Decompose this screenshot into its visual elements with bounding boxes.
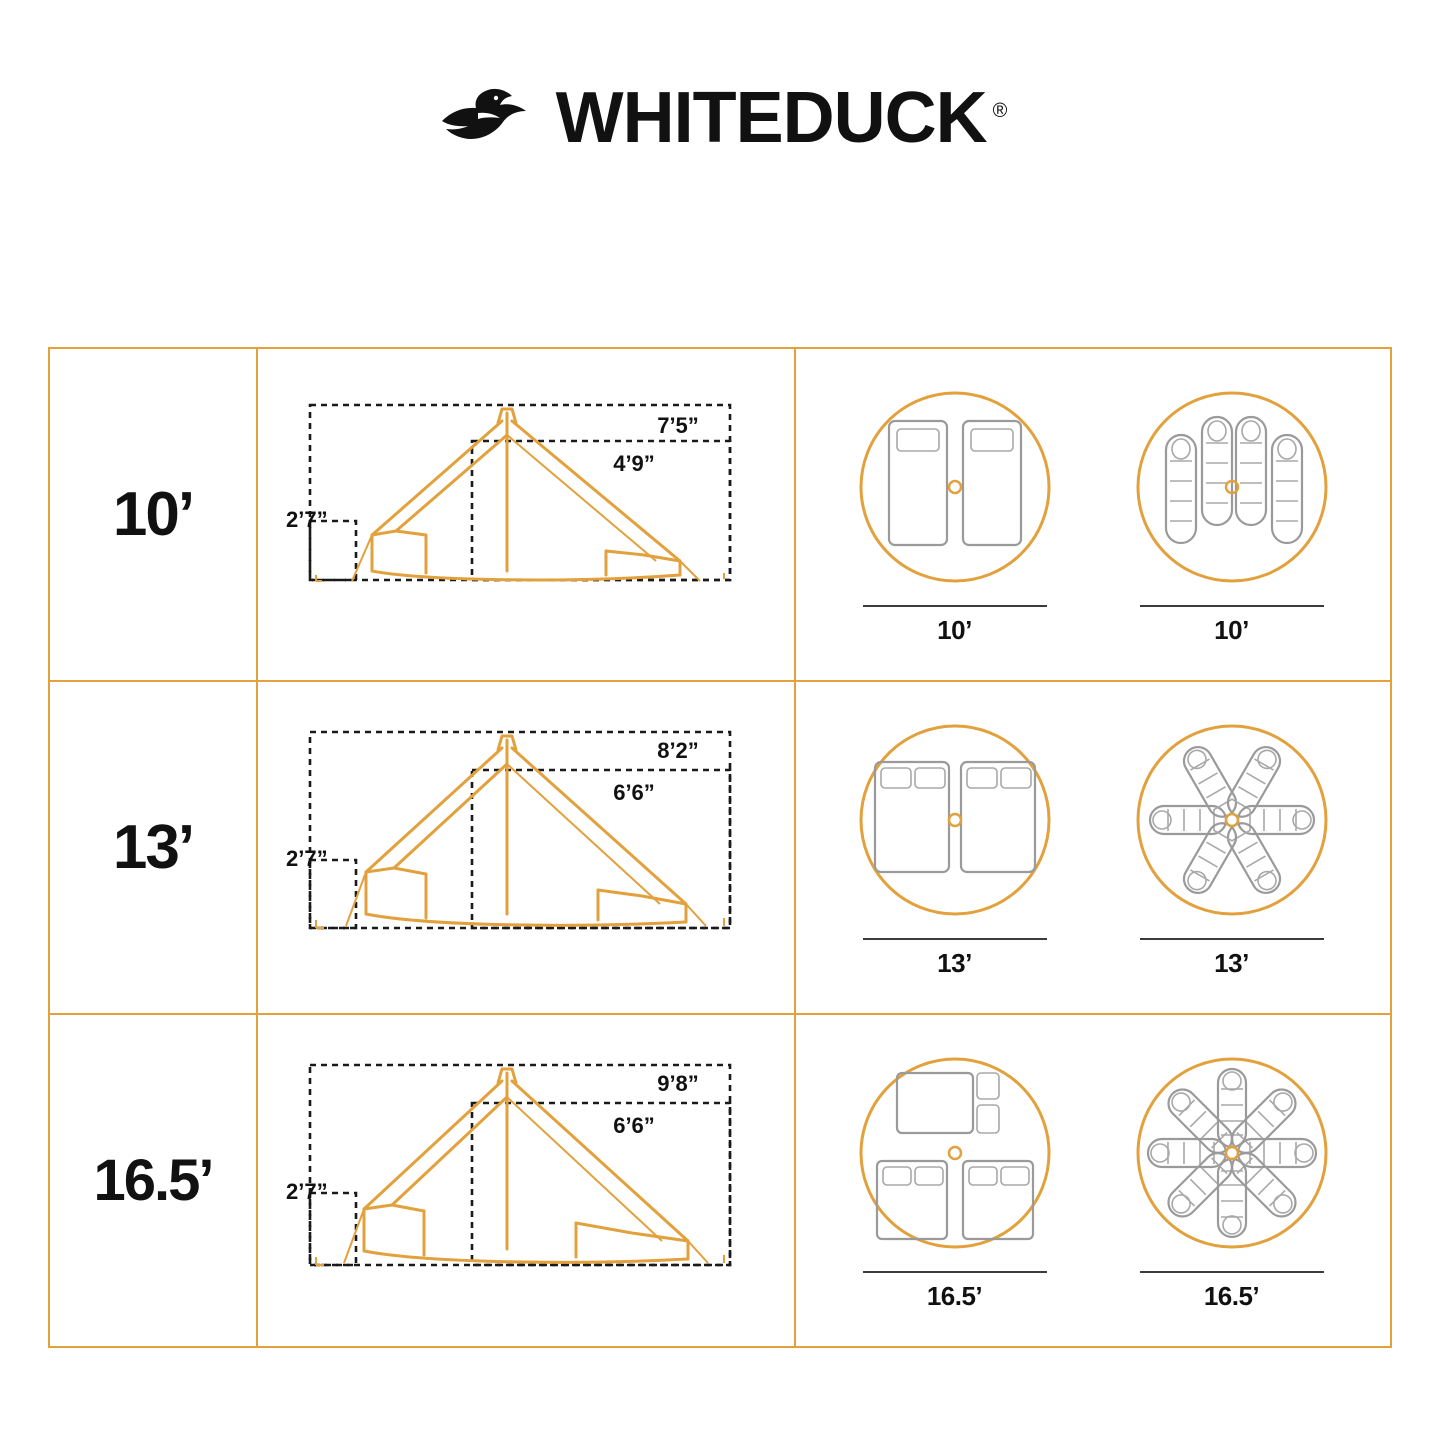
size-cell [50, 682, 258, 1013]
peak-height-label: 9’8” [657, 1070, 699, 1096]
tent-size-label: 10’ [112, 480, 194, 549]
tent-size-table [48, 347, 1392, 1348]
floorplan-cell [796, 1015, 1390, 1346]
caption-rule [863, 605, 1047, 607]
caption-rule [863, 938, 1047, 940]
wall-height-label: 2’7” [286, 1178, 328, 1204]
floorplan-caption: 10’ [937, 615, 972, 645]
elevation-diagram-cell [258, 1015, 796, 1346]
floorplan-six-bags-drawing [1130, 716, 1334, 934]
floorplan-caption: 16.5’ [1203, 1281, 1260, 1311]
caption-rule [1140, 1271, 1324, 1273]
floorplan-caption: 10’ [1214, 615, 1249, 645]
caption-rule [863, 1271, 1047, 1273]
floorplan-four-bags-drawing [1130, 383, 1334, 601]
wall-height-label: 2’7” [286, 506, 328, 532]
brand-wordmark [555, 78, 1007, 158]
table-row [50, 349, 1390, 682]
floorplan-two-beds-drawing [853, 716, 1057, 934]
elevation-diagram-cell [258, 349, 796, 680]
tent-size-label: 16.5’ [93, 1148, 213, 1213]
floorplan-three-beds-drawing [853, 1049, 1057, 1267]
elevation-diagram-cell [258, 682, 796, 1013]
table-row [50, 1015, 1390, 1346]
size-cell [50, 349, 258, 680]
floorplan-beds [853, 1049, 1057, 1312]
brand-name-text: WHITEDUCK [555, 78, 987, 158]
peak-height-label: 8’2” [657, 737, 699, 763]
inner-height-label: 4’9” [613, 450, 655, 476]
floorplan-eight-bags-drawing [1130, 1049, 1334, 1267]
floorplan-cell [796, 682, 1390, 1013]
caption-rule [1140, 938, 1324, 940]
floorplan-sleeping-bags [1130, 716, 1334, 979]
tent-elevation-drawing [276, 1041, 776, 1321]
caption-rule [1140, 605, 1324, 607]
floorplan-two-beds-drawing [853, 383, 1057, 601]
table-row [50, 682, 1390, 1015]
tent-elevation-drawing [276, 375, 776, 655]
floorplan-beds [853, 383, 1057, 646]
inner-height-label: 6’6” [613, 779, 655, 805]
duck-logo-icon [434, 81, 538, 155]
tent-size-label: 13’ [112, 813, 194, 882]
registered-mark: ® [992, 100, 1007, 122]
peak-height-label: 7’5” [657, 412, 699, 438]
floorplan-caption: 16.5’ [926, 1281, 983, 1311]
floorplan-sleeping-bags [1130, 1049, 1334, 1312]
floorplan-cell [796, 349, 1390, 680]
size-cell [50, 1015, 258, 1346]
inner-height-label: 6’6” [613, 1112, 655, 1138]
floorplan-caption: 13’ [937, 948, 972, 978]
floorplan-beds [853, 716, 1057, 979]
floorplan-sleeping-bags [1130, 383, 1334, 646]
tent-elevation-drawing [276, 708, 776, 988]
floorplan-caption: 13’ [1214, 948, 1249, 978]
wall-height-label: 2’7” [286, 845, 328, 871]
brand-header [0, 0, 1440, 158]
